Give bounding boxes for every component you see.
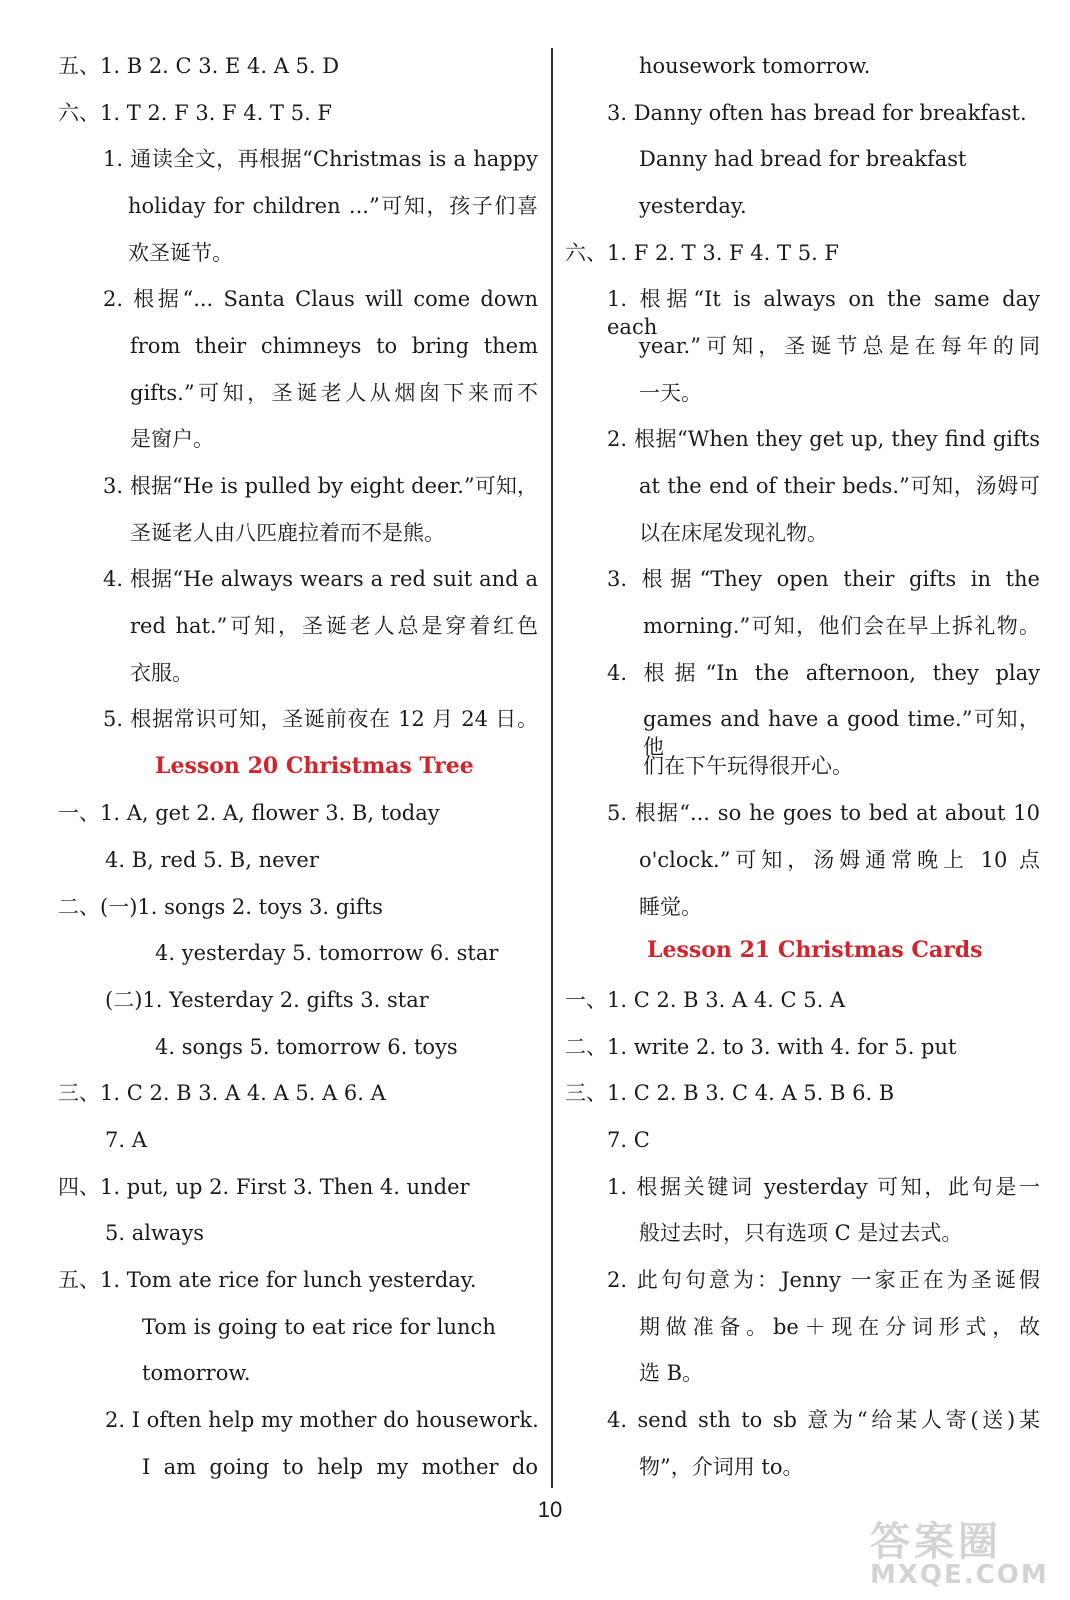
watermark-main: 答案圈 [870, 1519, 1002, 1565]
explanation-line: gifts.”可知，圣诞老人从烟囱下来而不 [130, 381, 538, 405]
answer-line: yesterday. [639, 194, 747, 218]
explanation-line: 2. 此句句意为：Jenny 一家正在为圣诞假 [607, 1268, 1040, 1292]
explanation-line: 睡觉。 [639, 895, 702, 919]
answer-line: 四、1. put, up 2. First 3. Then 4. under [58, 1175, 470, 1199]
answer-line: tomorrow. [142, 1361, 251, 1385]
answer-line: 4. yesterday 5. tomorrow 6. star [155, 941, 499, 965]
explanation-line: 圣诞老人由八匹鹿拉着而不是熊。 [130, 521, 445, 545]
explanation-line: 5. 根据常识可知，圣诞前夜在 12 月 24 日。 [103, 707, 538, 731]
answer-line: 2. I often help my mother do housework. [105, 1408, 539, 1432]
answer-line: 4. songs 5. tomorrow 6. toys [155, 1035, 458, 1059]
explanation-line: 一天。 [639, 381, 702, 405]
explanation-line: red hat.”可知，圣诞老人总是穿着红色 [130, 614, 538, 638]
watermark-sub: MXQE.COM [870, 1560, 1049, 1590]
explanation-line: morning.”可知，他们会在早上拆礼物。 [643, 614, 1040, 638]
answer-line: 五、1. Tom ate rice for lunch yesterday. [58, 1268, 477, 1292]
explanation-line: 5. 根据“... so he goes to bed at about 10 [607, 801, 1040, 825]
explanation-line: 是窗户。 [130, 427, 214, 451]
explanation-line: 4. 根据“In the afternoon, they play [607, 661, 1040, 685]
answer-line: 5. always [105, 1221, 205, 1245]
explanation-line: 们在下午玩得很开心。 [643, 754, 853, 778]
answer-line: 三、1. C 2. B 3. C 4. A 5. B 6. B [565, 1081, 895, 1105]
answer-line: housework tomorrow. [639, 54, 871, 78]
explanation-line: 衣服。 [130, 661, 193, 685]
explanation-line: 选 B。 [639, 1361, 704, 1385]
explanation-line: 1. 通读全文，再根据“Christmas is a happy [103, 147, 538, 171]
answer-line: Danny had bread for breakfast [639, 147, 967, 171]
explanation-line: 3. 根据“He is pulled by eight deer.”可知， [103, 474, 538, 498]
answer-line: 一、1. A, get 2. A, flower 3. B, today [58, 801, 440, 825]
explanation-line: 1. 根据关键词 yesterday 可知，此句是一 [607, 1175, 1040, 1199]
column-divider [551, 48, 553, 1488]
explanation-line: o'clock.”可知，汤姆通常晚上 10 点 [639, 848, 1040, 872]
explanation-line: 物”，介词用 to。 [639, 1455, 804, 1479]
answer-line: 一、1. C 2. B 3. A 4. C 5. A [565, 988, 846, 1012]
answer-line: 五、1. B 2. C 3. E 4. A 5. D [58, 54, 340, 78]
answer-line: 4. B, red 5. B, never [105, 848, 319, 872]
explanation-line: 1. 根据“It is always on the same day each [607, 287, 1040, 339]
answer-line: Tom is going to eat rice for lunch [142, 1315, 496, 1339]
explanation-line: games and have a good time.”可知，他 [643, 707, 1040, 759]
answer-line: 六、1. T 2. F 3. F 4. T 5. F [58, 101, 332, 125]
explanation-line: holiday for children ...”可知，孩子们喜 [128, 194, 538, 218]
answer-line: 7. A [105, 1128, 147, 1152]
answer-line: 二、1. write 2. to 3. with 4. for 5. put [565, 1035, 957, 1059]
explanation-line: at the end of their beds.”可知，汤姆可 [639, 474, 1040, 498]
explanation-line: 般过去时，只有选项 C 是过去式。 [639, 1221, 963, 1245]
answer-line: 7. C [607, 1128, 650, 1152]
answer-line: 三、1. C 2. B 3. A 4. A 5. A 6. A [58, 1081, 386, 1105]
explanation-line: from their chimneys to bring them [130, 334, 538, 358]
explanation-line: 以在床尾发现礼物。 [639, 521, 828, 545]
explanation-line: 欢圣诞节。 [128, 241, 233, 265]
lesson-heading: Lesson 21 Christmas Cards [647, 937, 983, 963]
watermark-logo [860, 1510, 1060, 1590]
answer-line: 3. Danny often has bread for breakfast. [607, 101, 1027, 125]
answer-line: 六、1. F 2. T 3. F 4. T 5. F [565, 241, 839, 265]
lesson-heading: Lesson 20 Christmas Tree [155, 753, 474, 779]
answer-line: (二)1. Yesterday 2. gifts 3. star [105, 988, 429, 1012]
page-number: 10 [537, 1497, 563, 1522]
explanation-line: year.”可知，圣诞节总是在每年的同 [639, 334, 1040, 358]
explanation-line: 3. 根据“They open their gifts in the [607, 567, 1040, 591]
explanation-line: 4. 根据“He always wears a red suit and a [103, 567, 538, 591]
explanation-line: 期做准备。be＋现在分词形式，故 [639, 1315, 1040, 1339]
explanation-line: 2. 根据“... Santa Claus will come down [103, 287, 538, 311]
answer-line: I am going to help my mother do [142, 1455, 538, 1479]
explanation-line: 2. 根据“When they get up, they find gifts [607, 427, 1040, 451]
explanation-line: 4. send sth to sb 意为“给某人寄(送)某 [607, 1408, 1040, 1432]
answer-line: 二、(一)1. songs 2. toys 3. gifts [58, 895, 383, 919]
